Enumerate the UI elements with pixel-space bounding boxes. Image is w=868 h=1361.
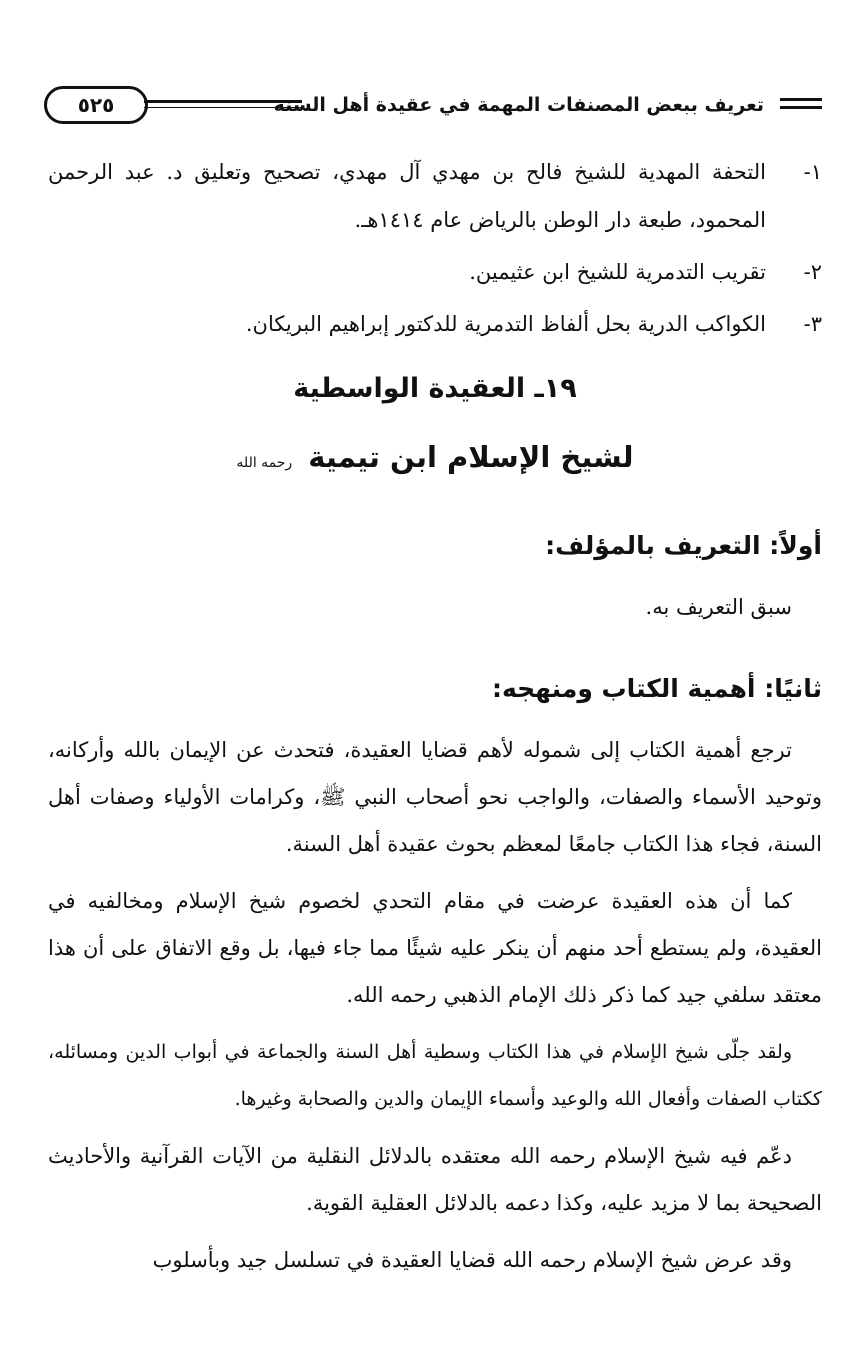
paragraph: وقد عرض شيخ الإسلام رحمه الله قضايا العقيدة في تسلسل جيد وبأسلوب <box>152 1248 792 1272</box>
paragraph: ترجع أهمية الكتاب إلى شموله لأهم قضايا العقيدة، فتحدث عن الإيمان بالله وأركانه، وتوحيد الأسماء والصفات، والواجب نحو أصحاب النبي ﷺ، وكرامات الأولياء وصفات أهل السنة، فجاء هذا الكتاب جامعًا لمعظم بحوث عقيدة أهل السنة. <box>48 738 822 856</box>
list-item-number: ١- <box>803 160 822 184</box>
list-item <box>48 148 822 244</box>
header-ornament <box>780 98 822 109</box>
section-title: أهمية الكتاب ومنهجه: <box>491 674 756 703</box>
book-author <box>48 432 822 488</box>
section-heading-importance <box>48 667 822 711</box>
running-header <box>44 86 822 136</box>
paragraph: سبق التعريف به. <box>645 595 792 619</box>
page-number: ٥٢٥ <box>44 86 148 124</box>
header-title: تعريف ببعض المصنفات المهمة في عقيدة أهل السنة <box>273 94 764 116</box>
header-rule <box>144 100 302 108</box>
page-content <box>48 148 822 1284</box>
section-ordinal: أولاً: <box>769 531 822 560</box>
list-item-text: التحفة المهدية للشيخ فالح بن مهدي آل مهدي، تصحيح وتعليق د. عبد الرحمن المحمود، طبعة دار الوطن بالرياض عام ١٤١٤هـ. <box>48 160 766 232</box>
list-item <box>48 300 822 348</box>
section-heading-author <box>48 524 822 568</box>
paragraph: كما أن هذه العقيدة عرضت في مقام التحدي لخصوم شيخ الإسلام ومخالفيه في العقيدة، ولم يستطع أحد منهم أن ينكر عليه شيئًا مما جاء فيها، بل وقع الاتفاق على أن هذا معتقد سلفي جيد كما ذكر ذلك الإمام الذهبي رحمه الله. <box>48 889 822 1007</box>
paragraph: ولقد جلّى شيخ الإسلام في هذا الكتاب وسطية أهل السنة والجماعة في أبواب الدين ومسائله، ككتاب الصفات وأفعال الله والوعيد وأسماء الإيمان والدين والصحابة وغيرها. <box>48 1041 822 1110</box>
reference-list <box>48 148 822 348</box>
list-item-text: تقريب التدمرية للشيخ ابن عثيمين. <box>469 260 766 284</box>
list-item <box>48 248 822 296</box>
honorific-mark: رحمه الله <box>236 455 293 471</box>
list-item-number: ٢- <box>803 260 822 284</box>
author-name: لشيخ الإسلام ابن تيمية <box>308 440 634 474</box>
book-title: ١٩ـ العقيدة الواسطية <box>293 373 577 404</box>
paragraph: دعّم فيه شيخ الإسلام رحمه الله معتقده بالدلائل النقلية من الآيات القرآنية والأحاديث الصحيحة بما لا مزيد عليه، وكذا دعمه بالدلائل العقلية القوية. <box>48 1144 822 1215</box>
list-item-text: الكواكب الدرية بحل ألفاظ التدمرية للدكتور إبراهيم البريكان. <box>245 312 766 336</box>
section-ordinal: ثانيًا: <box>764 674 822 703</box>
section-title: التعريف بالمؤلف: <box>545 531 761 560</box>
list-item-number: ٣- <box>803 312 822 336</box>
